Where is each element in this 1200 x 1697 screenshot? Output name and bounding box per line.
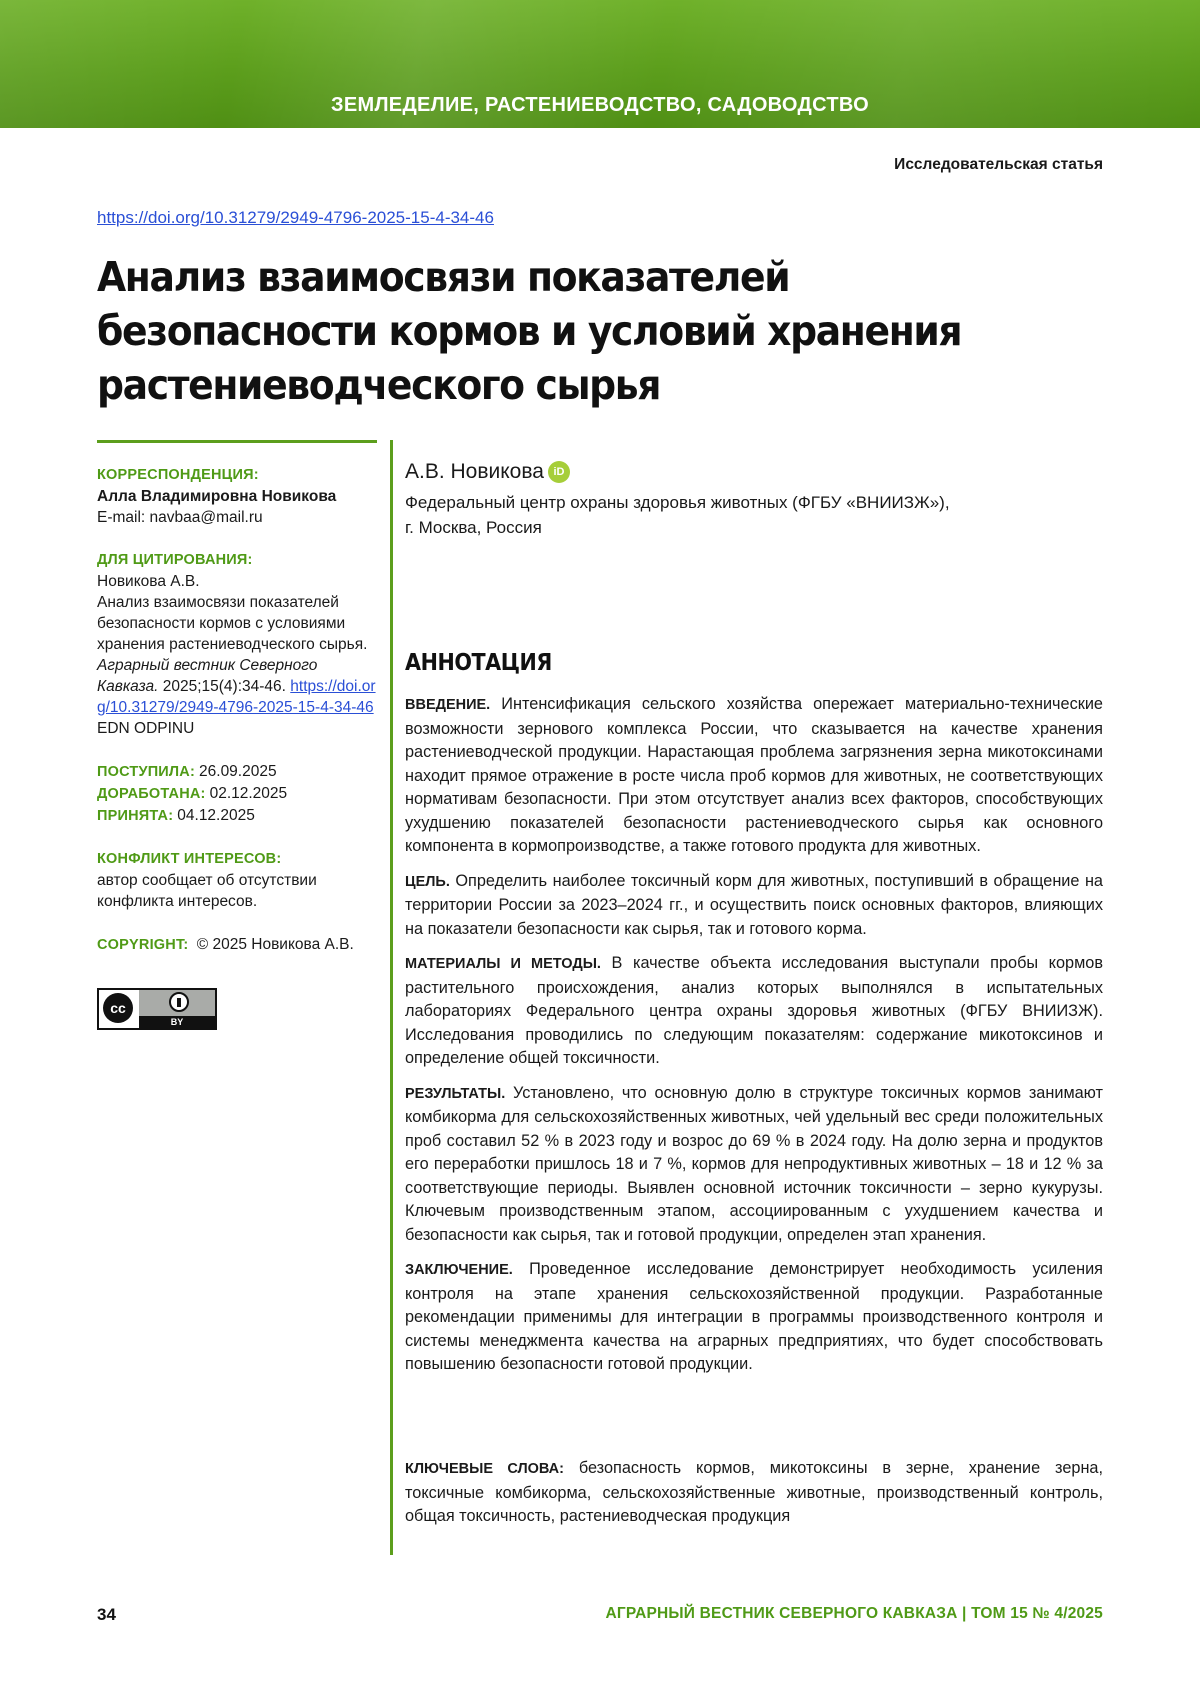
abstract-heading: АННОТАЦИЯ	[405, 650, 552, 676]
received-row	[97, 761, 382, 783]
sidebar-top-rule	[97, 440, 377, 443]
cc-section	[99, 990, 139, 1028]
dates-block	[97, 761, 382, 827]
keywords-label: КЛЮЧЕВЫЕ СЛОВА:	[405, 1461, 564, 1477]
correspondence-label: КОРРЕСПОНДЕНЦИЯ:	[97, 467, 259, 483]
copyright-text: © 2025 Новикова А.В.	[196, 936, 354, 953]
received-date: 26.09.2025	[199, 763, 277, 780]
methods-text: В качестве объекта исследования выступали пробы кормов растительного происхождения, анализ которых выполнялся в испытательных лабораториях Федерального центра охраны здоровья животных (ФГБУ ВНИИЗЖ). Исследования проводились по следующим показателям: содержание микотоксинов и определение общей токсичности.	[405, 954, 1103, 1067]
sidebar	[97, 465, 382, 978]
results-label: РЕЗУЛЬТАТЫ.	[405, 1085, 506, 1102]
copyright-block	[97, 934, 382, 956]
revised-row	[97, 783, 382, 805]
abstract-aim	[405, 870, 1103, 942]
author-name: А.В. Новикова	[405, 460, 544, 483]
abstract-conclusion	[405, 1258, 1103, 1377]
citation-label: ДЛЯ ЦИТИРОВАНИЯ:	[97, 552, 253, 568]
methods-label: МАТЕРИАЛЫ И МЕТОДЫ.	[405, 956, 601, 972]
cc-icon: cc	[103, 993, 133, 1023]
journal-footer: АГРАРНЫЙ ВЕСТНИК СЕВЕРНОГО КАВКАЗА | ТОМ 15 № 4/2025	[605, 1605, 1103, 1622]
aim-label: ЦЕЛЬ.	[405, 873, 450, 890]
abstract-introduction	[405, 693, 1103, 859]
abstract-body	[405, 693, 1103, 1388]
conflict-label: КОНФЛИКТ ИНТЕРЕСОВ:	[97, 851, 282, 867]
revised-label: ДОРАБОТАНА:	[97, 786, 206, 802]
citation-title: Анализ взаимосвязи показателей безопасности кормов с условиями хранения растениеводческого сырья.	[97, 594, 368, 653]
section-title: ЗЕМЛЕДЕЛИЕ, РАСТЕНИЕВОДСТВО, САДОВОДСТВО	[331, 94, 869, 116]
by-section	[139, 990, 215, 1028]
citation-authors: Новикова А.В.	[97, 573, 200, 590]
introduction-label: ВВЕДЕНИЕ.	[405, 697, 491, 713]
received-label: ПОСТУПИЛА:	[97, 764, 196, 780]
conflict-block	[97, 849, 382, 912]
citation-text	[97, 592, 382, 739]
citation-doi-link[interactable]: https://doi.org/10.31279/2949-4796-2025-15-4-34-46	[97, 678, 376, 716]
introduction-text: Интенсификация сельского хозяйства опережает материально-технические возможности зернового комплекса России, что сказывается на качестве хранения растениеводческой продукции. Нарастающая проблема загрязнения зерна микотоксинами находит прямое отражение в росте числа проб кормов для животных, не соответствующих нормативам безопасности. При этом отсутствует анализ всех факторов, способствующих ухудшению показателей безопасности растениеводческого сырья как основного компонента в кормопроизводстве, а также готового продукта для животных.	[405, 695, 1103, 855]
conclusion-label: ЗАКЛЮЧЕНИЕ.	[405, 1262, 513, 1278]
aim-text: Определить наиболее токсичный корм для животных, поступивший в обращение на территории России за 2023–2024 гг., и осуществить поиск основных факторов, влияющих на показатели безопасности как сырья, так и готового корма.	[405, 871, 1103, 938]
section-banner	[0, 0, 1200, 128]
correspondence-block	[97, 465, 382, 528]
doi-link[interactable]: https://doi.org/10.31279/2949-4796-2025-15-4-34-46	[97, 208, 494, 227]
author-block	[405, 460, 1105, 540]
affiliation-line-1: Федеральный центр охраны здоровья животных (ФГБУ «ВНИИЗЖ»),	[405, 493, 950, 512]
results-text: Установлено, что основную долю в структуре токсичных кормов занимают комбикорма для сельскохозяйственных животных, чей удельный вес среди положительных проб составил 52 % в 2023 году и возрос до 69 % в 2024 году. На долю зерна и продуктов его переработки пришлось 18 и 7 %, кормов для непродуктивных животных – 18 и 12 % за соответствующие периоды. Выявлен основной источник токсичности – зерно кукурузы. Ключевым производственным этапом, ассоциированным с ухудшением качества и безопасности как сырья, так и готовой продукции, определен этап хранения.	[405, 1083, 1103, 1244]
page-number: 34	[97, 1605, 116, 1624]
column-divider	[390, 440, 393, 1555]
conclusion-text: Проведенное исследование демонстрирует необходимость усиления контроля на этапе хранения сельскохозяйственной продукции. Разработанные рекомендации применимы для интеграции в программы производственного контроля и системы менеджмента качества на аграрных предприятиях, что будет способствовать повышению безопасности готовой продукции.	[405, 1260, 1103, 1373]
accepted-row	[97, 805, 382, 827]
attribution-person-icon	[169, 992, 189, 1012]
affiliation-line-2: г. Москва, Россия	[405, 518, 542, 537]
revised-date: 02.12.2025	[209, 785, 288, 802]
citation-journal: Аграрный вестник Северного Кавказа.	[97, 657, 318, 695]
orcid-icon[interactable]: iD	[548, 461, 570, 483]
abstract-results	[405, 1082, 1103, 1248]
correspondence-name: Алла Владимировна Новикова	[97, 488, 337, 505]
by-label: BY	[139, 1016, 215, 1028]
abstract-methods	[405, 952, 1103, 1071]
article-title: Анализ взаимосвязи показателей безопасности кормов и условий хранения растениеводческого сырья	[97, 253, 962, 409]
article-type: Исследовательская статья	[894, 156, 1103, 173]
citation-edn: EDN ODPINU	[97, 720, 195, 737]
keywords	[405, 1457, 1103, 1529]
author-affiliation	[405, 490, 1105, 540]
conflict-text: автор сообщает об отсутствии конфликта интересов.	[97, 872, 317, 910]
accepted-label: ПРИНЯТА:	[97, 808, 174, 824]
cc-by-license-badge[interactable]	[97, 988, 217, 1030]
copyright-label: COPYRIGHT:	[97, 937, 189, 953]
citation-issue: 2025;15(4):34-46.	[162, 678, 286, 695]
keywords-text: безопасность кормов, микотоксины в зерне, хранение зерна, токсичные комбикорма, сельскохозяйственные животные, производственный контроль, общая токсичность, растениеводческая продукция	[405, 1459, 1104, 1525]
accepted-date: 04.12.2025	[177, 807, 255, 824]
correspondence-email: E-mail: navbaa@mail.ru	[97, 509, 263, 526]
citation-block	[97, 550, 382, 739]
